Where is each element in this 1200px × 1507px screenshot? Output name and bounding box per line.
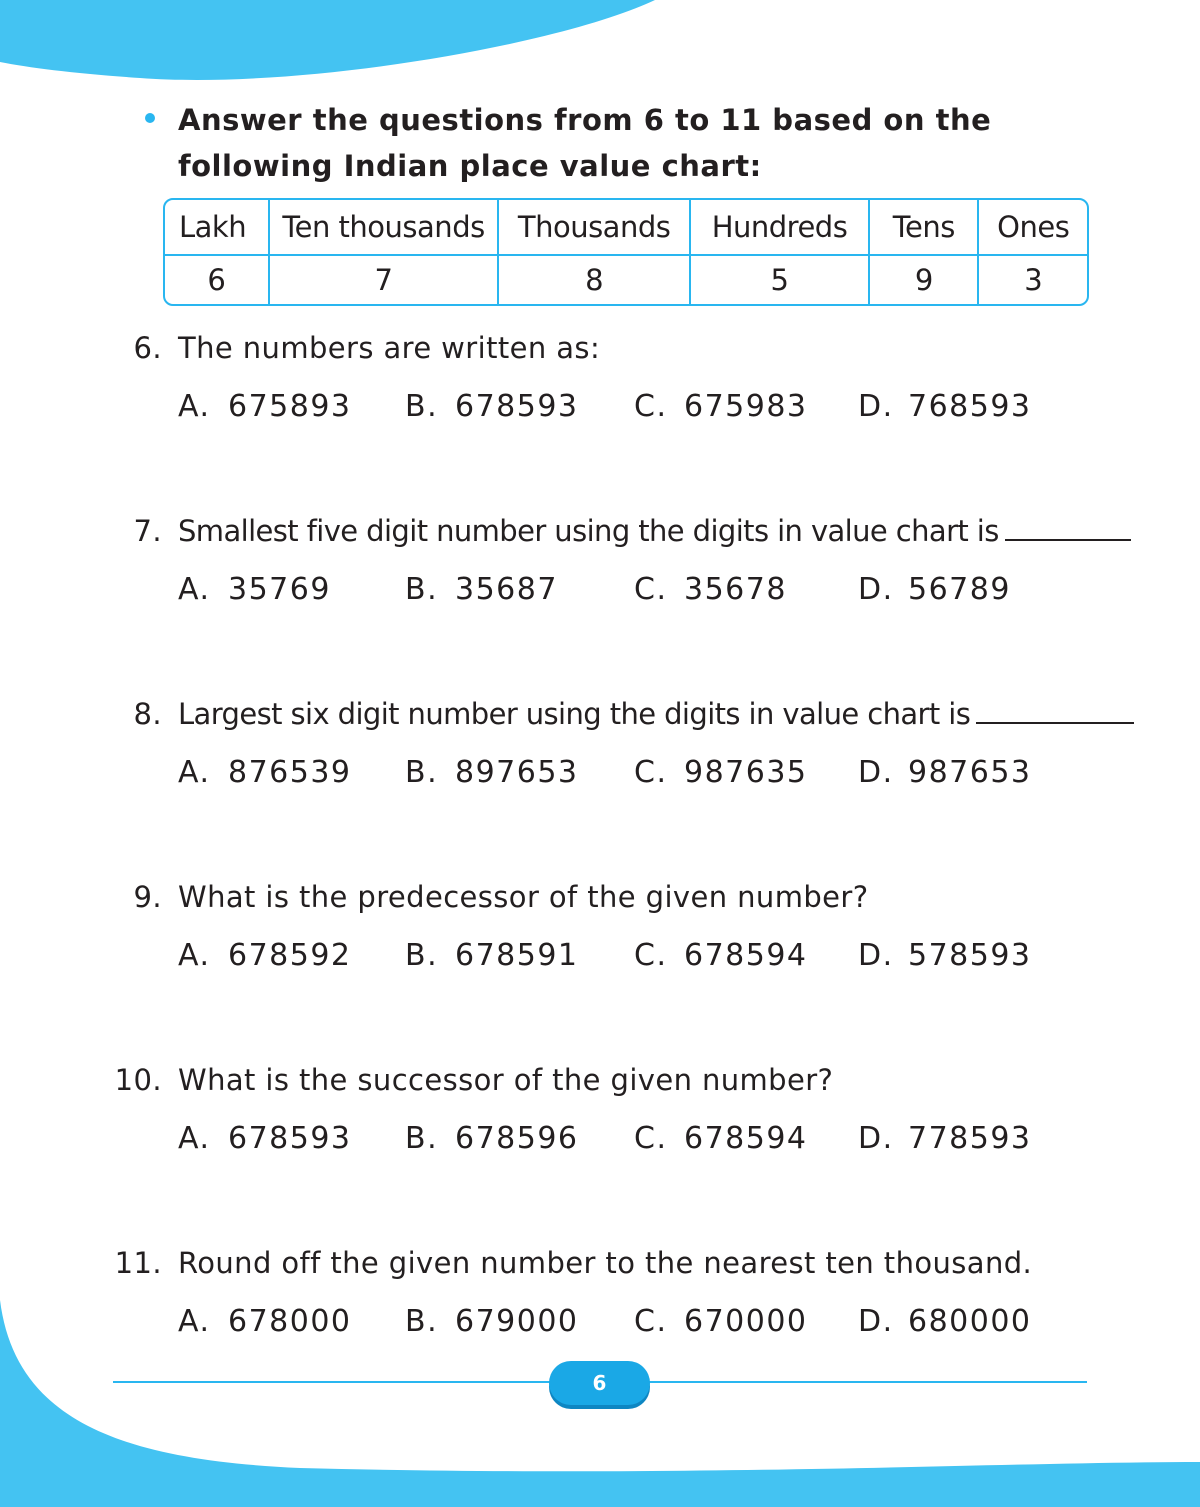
option-value: 35769 bbox=[228, 572, 331, 607]
option-letter: A. bbox=[178, 1304, 211, 1339]
option-value: 56789 bbox=[908, 572, 1011, 607]
question-text: The numbers are written as: bbox=[178, 331, 601, 365]
option-letter: D. bbox=[858, 1121, 894, 1156]
option-a[interactable] bbox=[178, 389, 352, 424]
option-b[interactable] bbox=[405, 1304, 579, 1339]
instructions-text: Answer the questions from 6 to 11 based on the following Indian place value chart: bbox=[178, 103, 992, 183]
chart-value-cell: 3 bbox=[1024, 263, 1043, 297]
option-letter: D. bbox=[858, 938, 894, 973]
answer-blank bbox=[976, 704, 1134, 724]
option-d[interactable] bbox=[858, 1121, 1032, 1156]
option-letter: D. bbox=[858, 572, 894, 607]
option-c[interactable] bbox=[634, 1304, 808, 1339]
question-number: 7. bbox=[133, 514, 162, 548]
option-value: 768593 bbox=[908, 389, 1032, 424]
option-letter: B. bbox=[405, 389, 439, 424]
place-value-chart bbox=[163, 198, 1089, 306]
option-value: 670000 bbox=[684, 1304, 808, 1339]
option-d[interactable] bbox=[858, 389, 1032, 424]
option-a[interactable] bbox=[178, 938, 352, 973]
top-wave bbox=[0, 0, 655, 80]
chart-header-cell: Thousands bbox=[499, 200, 690, 256]
chart-value-cell: 8 bbox=[499, 256, 690, 304]
option-letter: C. bbox=[634, 1304, 668, 1339]
option-c[interactable] bbox=[634, 389, 808, 424]
question-number: 8. bbox=[133, 697, 162, 731]
option-value: 778593 bbox=[908, 1121, 1032, 1156]
option-value: 679000 bbox=[455, 1304, 579, 1339]
option-value: 35678 bbox=[684, 572, 787, 607]
option-value: 678593 bbox=[455, 389, 579, 424]
chart-header-cell: Ten thousands bbox=[270, 200, 500, 256]
option-c[interactable] bbox=[634, 1121, 808, 1156]
option-letter: C. bbox=[634, 755, 668, 790]
option-d[interactable] bbox=[858, 572, 1011, 607]
option-d[interactable] bbox=[858, 1304, 1032, 1339]
chart-value-cell: 5 bbox=[691, 256, 870, 304]
chart-value-row bbox=[165, 256, 1087, 304]
question-number: 11. bbox=[114, 1246, 162, 1280]
option-c[interactable] bbox=[634, 572, 787, 607]
option-value: 35687 bbox=[455, 572, 558, 607]
option-letter: A. bbox=[178, 755, 211, 790]
option-value: 675983 bbox=[684, 389, 808, 424]
option-letter: B. bbox=[405, 755, 439, 790]
option-value: 876539 bbox=[228, 755, 352, 790]
option-b[interactable] bbox=[405, 572, 558, 607]
option-value: 987653 bbox=[908, 755, 1032, 790]
option-letter: B. bbox=[405, 572, 439, 607]
option-letter: A. bbox=[178, 572, 211, 607]
chart-header-cell: Hundreds bbox=[691, 200, 870, 256]
chart-value-cell: 9 bbox=[870, 256, 979, 304]
chart-value-cell: 7 bbox=[270, 256, 500, 304]
option-value: 680000 bbox=[908, 1304, 1032, 1339]
option-letter: A. bbox=[178, 938, 211, 973]
option-letter: C. bbox=[634, 1121, 668, 1156]
question-number: 10. bbox=[114, 1063, 162, 1097]
option-letter: C. bbox=[634, 572, 668, 607]
option-c[interactable] bbox=[634, 938, 808, 973]
option-value: 678594 bbox=[684, 1121, 808, 1156]
option-value: 897653 bbox=[455, 755, 579, 790]
option-b[interactable] bbox=[405, 389, 579, 424]
dot-icon bbox=[145, 113, 155, 123]
option-value: 678594 bbox=[684, 938, 808, 973]
option-letter: B. bbox=[405, 1121, 439, 1156]
question-text: Largest six digit number using the digits in value chart is bbox=[178, 697, 971, 731]
chart-value-cell: 6 bbox=[165, 256, 270, 304]
instructions bbox=[145, 97, 1145, 189]
option-letter: D. bbox=[858, 755, 894, 790]
option-d[interactable] bbox=[858, 938, 1032, 973]
option-value: 578593 bbox=[908, 938, 1032, 973]
option-letter: B. bbox=[405, 938, 439, 973]
option-letter: B. bbox=[405, 1304, 439, 1339]
option-a[interactable] bbox=[178, 1304, 352, 1339]
option-b[interactable] bbox=[405, 1121, 579, 1156]
option-value: 678596 bbox=[455, 1121, 579, 1156]
question-text: Smallest five digit number using the digits in value chart is bbox=[178, 514, 999, 548]
option-letter: D. bbox=[858, 389, 894, 424]
page-number-badge: 6 bbox=[549, 1361, 650, 1405]
option-value: 678000 bbox=[228, 1304, 352, 1339]
option-value: 678592 bbox=[228, 938, 352, 973]
option-value: 678593 bbox=[228, 1121, 352, 1156]
option-value: 675893 bbox=[228, 389, 352, 424]
option-a[interactable] bbox=[178, 755, 352, 790]
option-c[interactable] bbox=[634, 755, 808, 790]
option-letter: A. bbox=[178, 1121, 211, 1156]
option-a[interactable] bbox=[178, 1121, 352, 1156]
option-b[interactable] bbox=[405, 755, 579, 790]
option-a[interactable] bbox=[178, 572, 331, 607]
question-text: What is the successor of the given number? bbox=[178, 1063, 834, 1097]
chart-header-row bbox=[165, 200, 1087, 256]
chart-header-cell: Ones bbox=[979, 200, 1087, 256]
option-value: 678591 bbox=[455, 938, 579, 973]
answer-blank bbox=[1005, 521, 1131, 541]
option-letter: D. bbox=[858, 1304, 894, 1339]
chart-header-cell: Tens bbox=[870, 200, 979, 256]
question-text: What is the predecessor of the given number? bbox=[178, 880, 869, 914]
option-value: 987635 bbox=[684, 755, 808, 790]
question-number: 6. bbox=[133, 331, 162, 365]
option-letter: C. bbox=[634, 389, 668, 424]
option-d[interactable] bbox=[858, 755, 1032, 790]
chart-header-cell: Lakh bbox=[165, 200, 270, 256]
option-b[interactable] bbox=[405, 938, 579, 973]
question-number: 9. bbox=[133, 880, 162, 914]
option-letter: A. bbox=[178, 389, 211, 424]
option-letter: C. bbox=[634, 938, 668, 973]
question-text: Round off the given number to the nearest ten thousand. bbox=[178, 1246, 1033, 1280]
